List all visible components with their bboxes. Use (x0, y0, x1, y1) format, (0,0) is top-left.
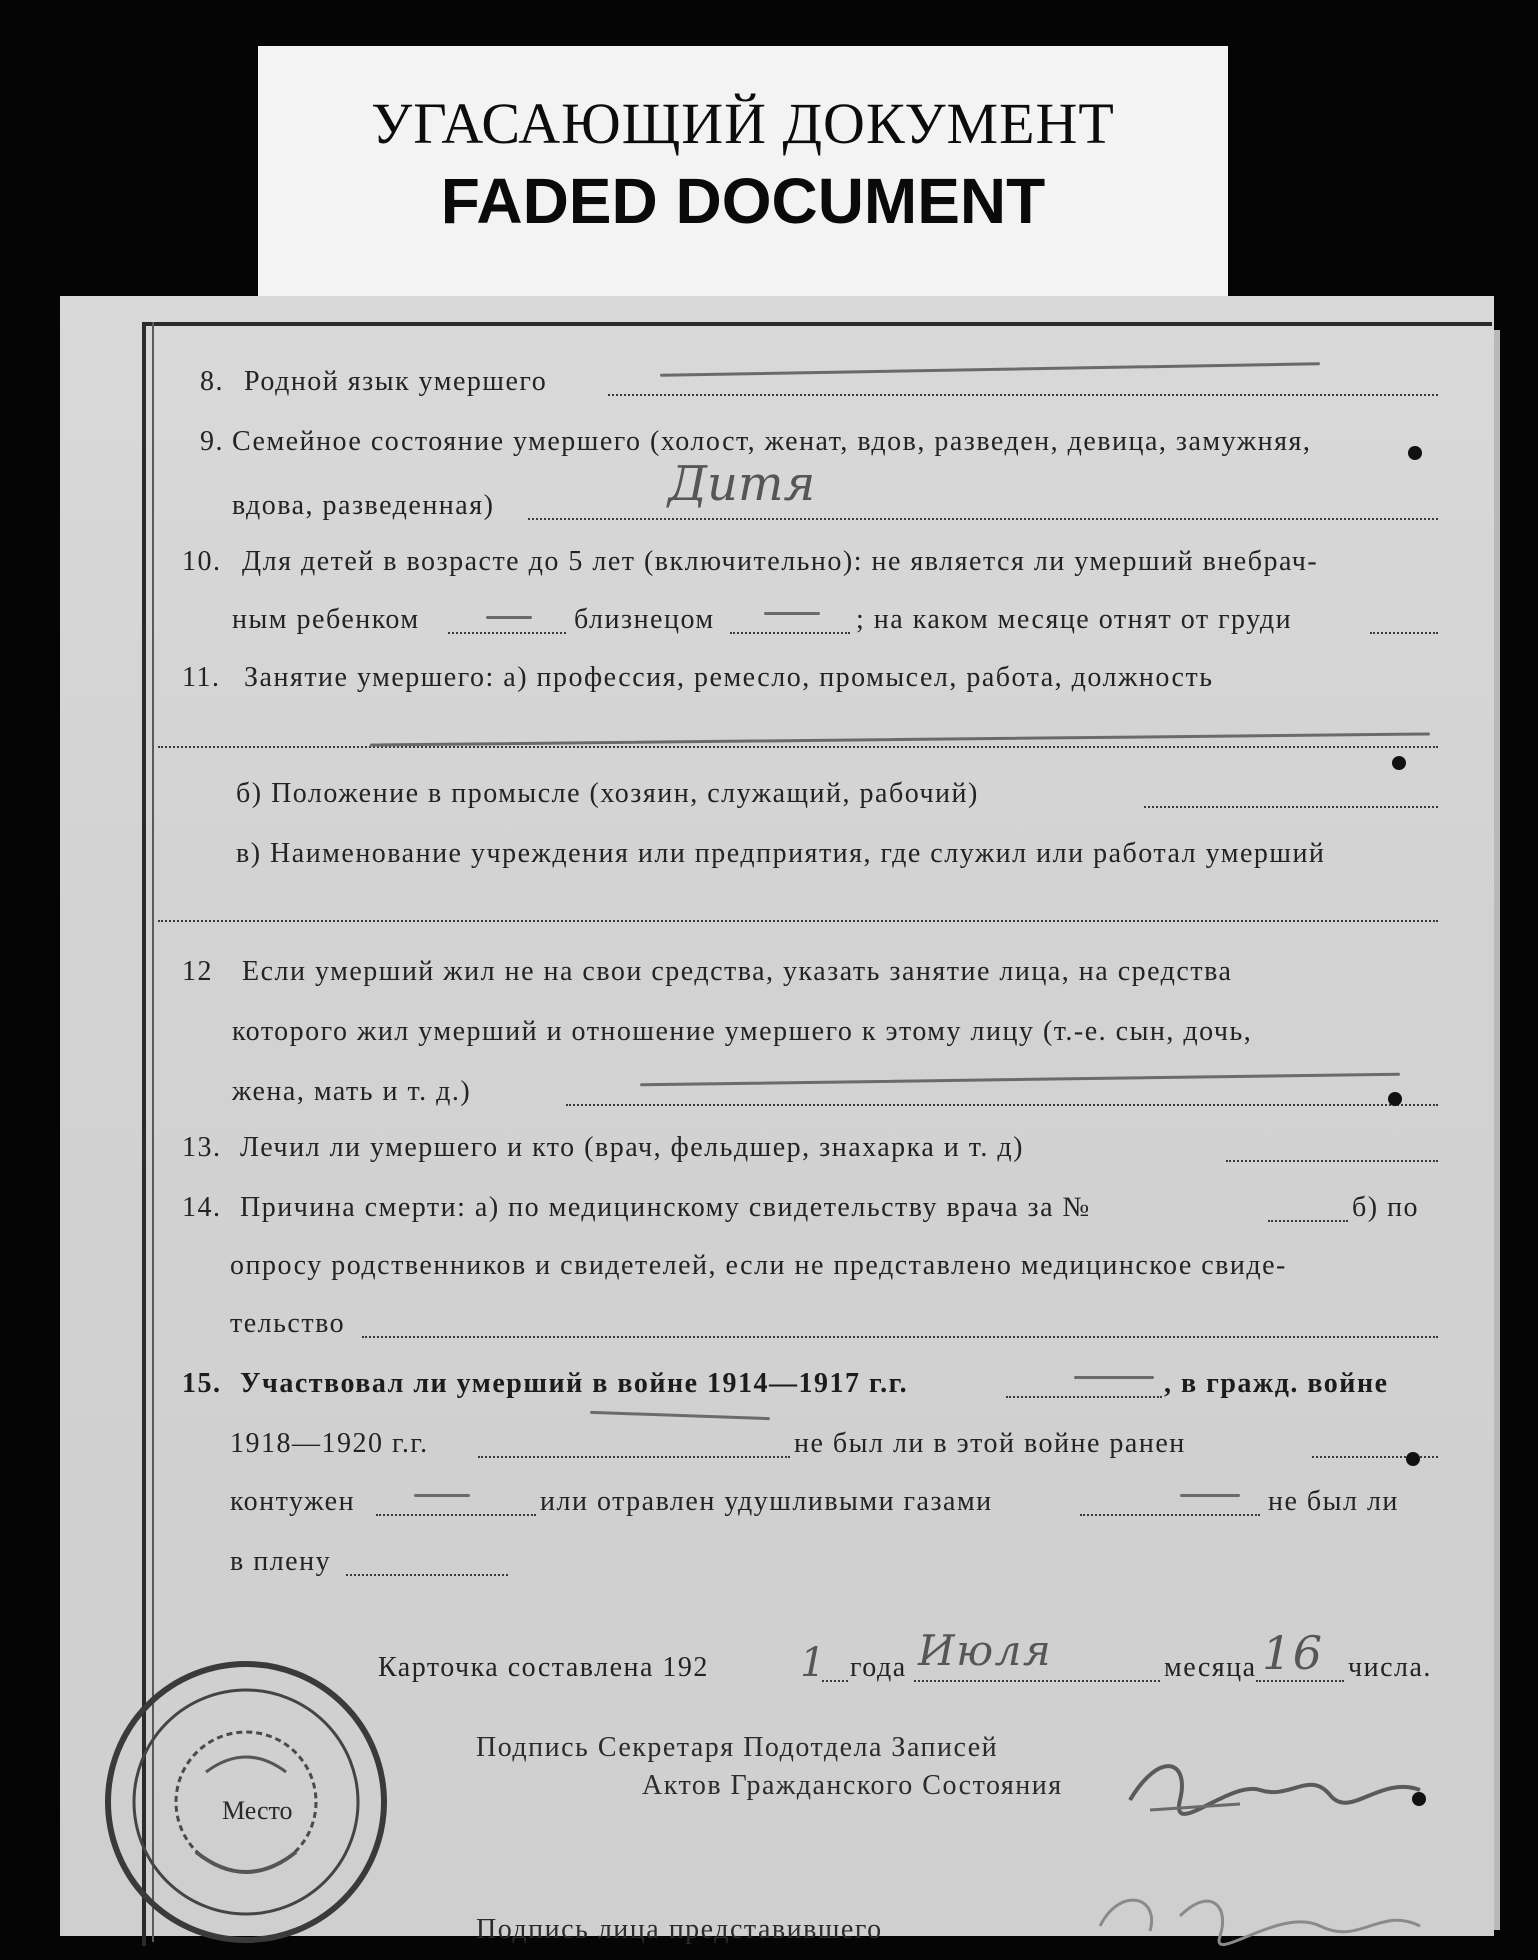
punch-hole (1392, 756, 1406, 770)
card-day-line (1256, 1680, 1344, 1682)
q15-years-label: 1918—1920 г.г. (230, 1428, 429, 1459)
q11-label: Занятие умершего: а) профессия, ремесло, промысел, работа, должность (244, 662, 1214, 693)
card-year-label: года (850, 1652, 907, 1683)
q12-label-cont: которого жил умерший и отношение умершего к этому лицу (т.-е. сын, дочь, (232, 1016, 1253, 1047)
card-month-label: месяца (1164, 1652, 1257, 1683)
q13-number: 13. (182, 1132, 222, 1163)
q8-label: Родной язык умершего (244, 366, 548, 397)
q14-number: 14. (182, 1192, 222, 1223)
q15-civil-war-answer-line (478, 1456, 790, 1458)
card-compiled-label: Карточка составлена 192 (378, 1652, 709, 1683)
q15-wounded-label: не был ли в этой войне ранен (794, 1428, 1186, 1459)
q15-gassed-answer-line (1080, 1514, 1260, 1516)
q14-label-cont: опросу родственников и свидетелей, если не представлено медицинское свиде- (230, 1250, 1287, 1281)
q15-captivity-label: в плену (230, 1546, 332, 1577)
label-title-ru: УГАСАЮЩИЙ ДОКУМЕНТ (371, 91, 1115, 156)
q14-certificate-number-line (1268, 1220, 1348, 1222)
card-year-line (822, 1680, 848, 1682)
q10-twin-dash (764, 612, 820, 615)
q12-answer-line (566, 1104, 1438, 1106)
q15-contused-answer-line (376, 1514, 536, 1516)
q15-contused-dash (414, 1494, 470, 1497)
q10-child-dash (486, 616, 532, 619)
q11b-answer-line (1144, 806, 1438, 808)
q15-ww1-answer-line (1006, 1396, 1162, 1398)
card-month-line (914, 1680, 1160, 1682)
q12-label-end: жена, мать и т. д.) (232, 1076, 472, 1107)
card-day-handwritten: 16 (1262, 1626, 1324, 1680)
punch-hole (1406, 1452, 1420, 1466)
label-title-en: FADED DOCUMENT (440, 165, 1046, 237)
punch-hole (1388, 1092, 1402, 1106)
punch-hole (1408, 446, 1422, 460)
q9-handwritten-answer: Дитя (668, 456, 816, 512)
q10-child-label: ным ребенком (232, 604, 420, 635)
q15-gassed-label: или отравлен удушливыми газами (540, 1486, 993, 1517)
q11v-label: в) Наименование учреждения или предприятия, где служил или работал умерший (236, 838, 1326, 869)
presenter-handwritten-signature (1080, 1876, 1440, 1956)
card-year-digit-handwritten: 1 (800, 1640, 827, 1686)
q10-weaning-answer-line (1370, 632, 1438, 634)
q15-label: Участвовал ли умерший в войне 1914—1917 г.г. (240, 1368, 909, 1399)
punch-hole (1412, 1792, 1426, 1806)
q11-number: 11. (182, 662, 221, 693)
q9-number: 9. (200, 426, 224, 457)
q14-answer-line (362, 1336, 1438, 1338)
q13-answer-line (1226, 1160, 1438, 1162)
q15-contused-label: контужен (230, 1486, 356, 1517)
q12-label: Если умерший жил не на свои средства, указать занятие лица, на средства (242, 956, 1233, 987)
q12-number: 12 (182, 956, 213, 987)
q15-captive-label: не был ли (1268, 1486, 1399, 1517)
q10-weaning-label: ; на каком месяце отнят от груди (856, 604, 1293, 635)
q14-label: Причина смерти: а) по медицинскому свидетельству врача за № (240, 1192, 1091, 1223)
q11a-answer-line (158, 746, 1438, 748)
q11b-label: б) Положение в промысле (хозяин, служащий, рабочий) (236, 778, 979, 809)
q10-twin-label: близнецом (574, 604, 715, 635)
q11v-answer-line (158, 920, 1438, 922)
secretary-handwritten-signature (1120, 1740, 1450, 1830)
q15-number: 15. (182, 1368, 222, 1399)
secretary-signature-label-cont: Актов Гражданского Состояния (642, 1770, 1063, 1801)
q10-number: 10. (182, 546, 222, 577)
q10-child-answer-line (448, 632, 566, 634)
q10-twin-answer-line (730, 632, 850, 634)
q8-number: 8. (200, 366, 224, 397)
q9-label-cont: вдова, разведенная) (232, 490, 495, 521)
stamp-place-label: Место (222, 1796, 293, 1825)
q15-captivity-answer-line (346, 1574, 508, 1576)
q15-ww1-dash (1074, 1376, 1154, 1379)
q10-label: Для детей в возрасте до 5 лет (включительно): не является ли умерший внебрач- (242, 546, 1319, 577)
q15-label-civil-war: , в гражд. войне (1164, 1368, 1389, 1399)
q14-label-b: б) по (1352, 1192, 1420, 1223)
q15-gassed-dash (1180, 1494, 1240, 1497)
faded-document-label (258, 46, 1228, 336)
q9-answer-line (528, 518, 1438, 520)
card-day-label: числа. (1348, 1652, 1432, 1683)
q13-label: Лечил ли умершего и кто (врач, фельдшер, знахарка и т. д) (240, 1132, 1024, 1163)
q14-label-end: тельство (230, 1308, 346, 1339)
q8-answer-line (608, 394, 1438, 396)
card-month-handwritten: Июля (918, 1626, 1053, 1675)
secretary-signature-label: Подпись Секретаря Подотдела Записей (476, 1732, 999, 1763)
q9-label: Семейное состояние умершего (холост, женат, вдов, разведен, девица, замужняя, (232, 426, 1312, 457)
presenter-signature-label: Подпись лица представившего (476, 1914, 883, 1945)
